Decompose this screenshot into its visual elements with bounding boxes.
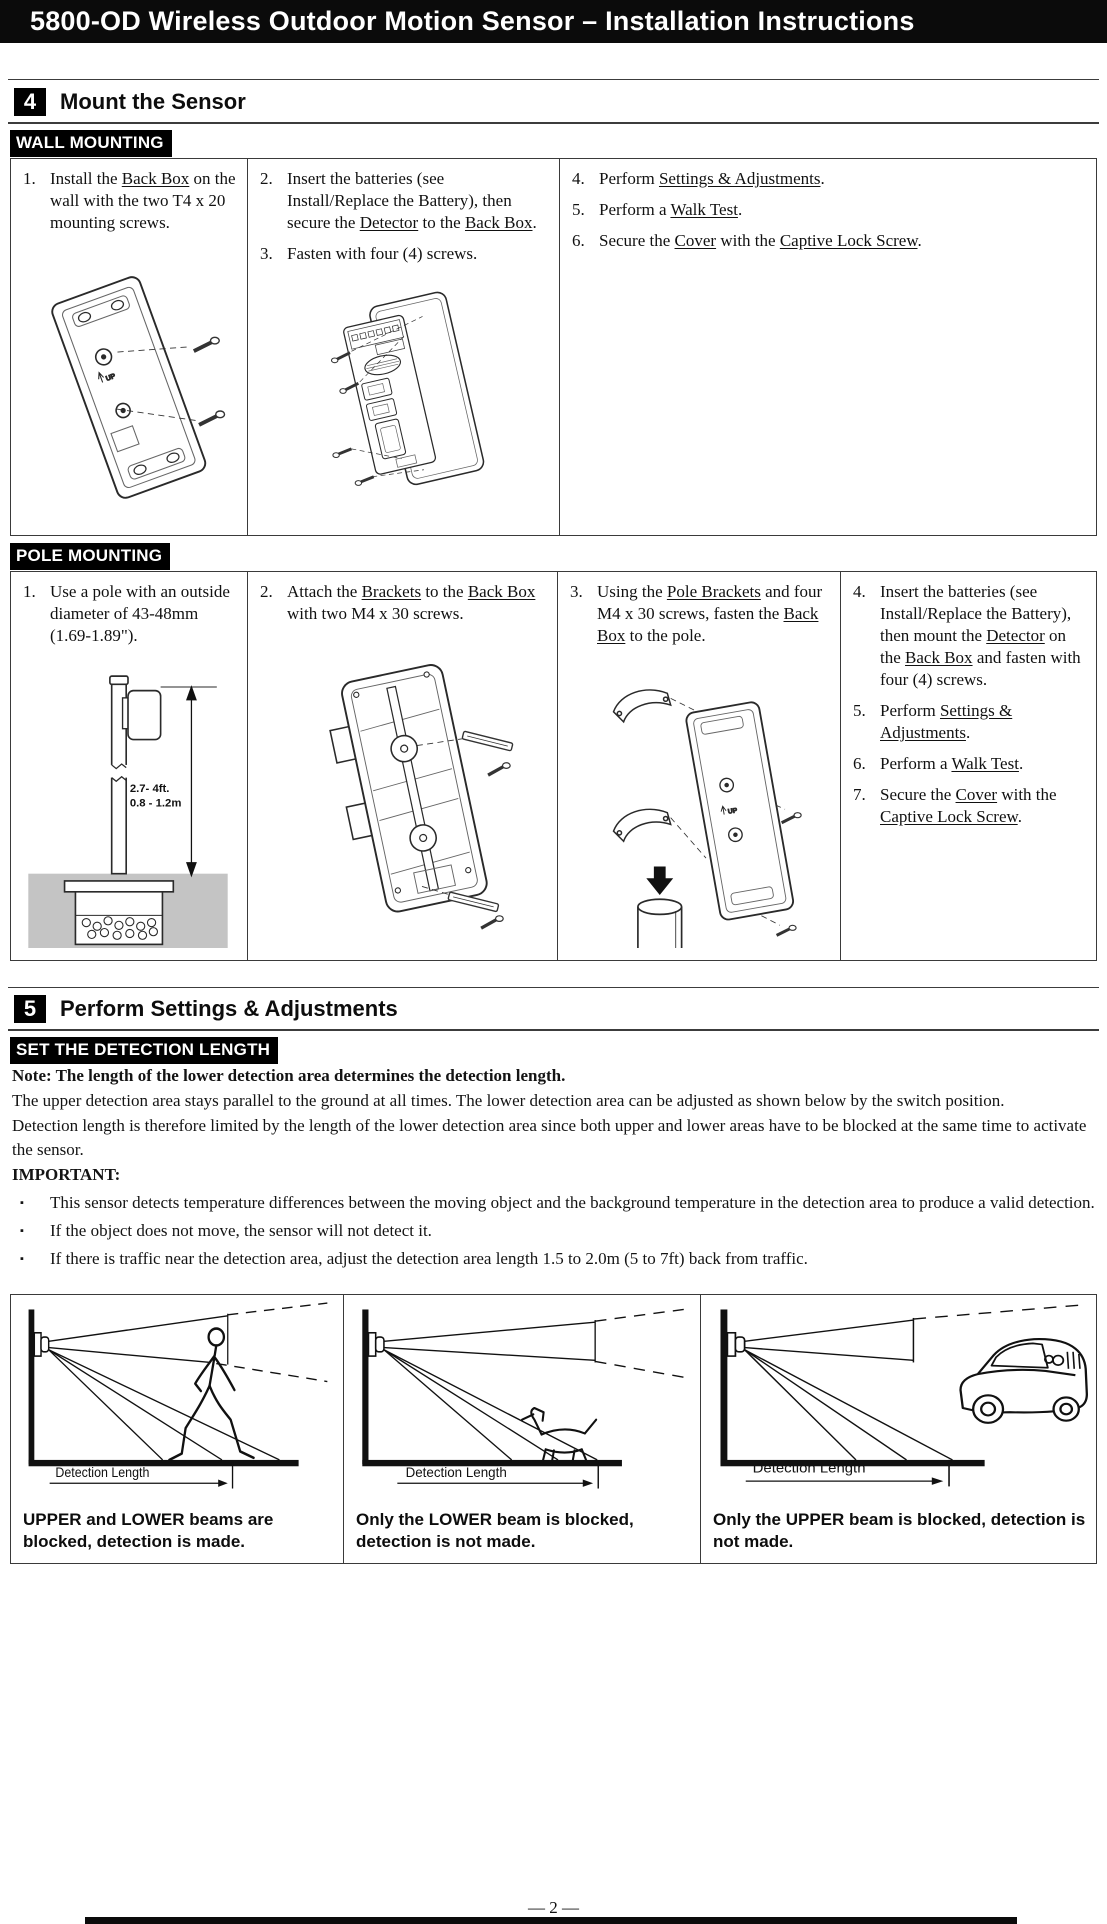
table-cell	[248, 572, 558, 960]
back-box-figure	[25, 245, 231, 522]
sensor-icon	[368, 1333, 383, 1356]
step-number: 4.	[853, 582, 866, 601]
figure-caption: Only the LOWER beam is blocked, detection is not made.	[356, 1510, 634, 1551]
underlined-term: Back Box	[597, 604, 819, 645]
person-scenario-scene	[19, 1301, 335, 1497]
underlined-term: Cover	[674, 231, 717, 250]
pole-mounting-table	[10, 571, 1097, 961]
up-label: UP	[727, 807, 738, 816]
divider	[8, 79, 1099, 80]
underlined-term: Back Box	[467, 582, 536, 601]
section-title: Mount the Sensor	[60, 89, 246, 114]
section-4-header	[14, 86, 246, 118]
step-text: Perform a Walk Test.	[599, 200, 743, 219]
instruction-step	[572, 168, 1086, 190]
car-figure	[961, 1339, 1087, 1423]
step-number: 2.	[260, 169, 273, 188]
paragraph: The upper detection area stays parallel to the ground at all times. The lower detection area can be adjusted as shown below by the switch position.	[12, 1091, 1005, 1110]
height-arrow	[187, 687, 196, 876]
step-number: 6.	[853, 754, 866, 773]
underlined-term: Walk Test	[670, 200, 738, 219]
step-number: 6.	[572, 231, 585, 250]
instruction-step	[853, 700, 1086, 744]
screw	[488, 766, 504, 775]
wall-mounting-table	[10, 158, 1097, 536]
step-number: 2.	[260, 582, 273, 601]
wall	[362, 1309, 368, 1464]
step-text: Secure the Cover with the Captive Lock Screw.	[880, 785, 1057, 826]
next-page-header-edge	[85, 1917, 1017, 1924]
important-bullets	[12, 1191, 1097, 1271]
step-text: Perform Settings & Adjustments.	[599, 169, 825, 188]
bullet-text: If the object does not move, the sensor will not detect it.	[50, 1221, 432, 1240]
instruction-step	[853, 784, 1086, 828]
detection-scenario-figure	[344, 1295, 701, 1563]
step-number: 4.	[572, 169, 585, 188]
step-number: 3.	[260, 244, 273, 263]
section-5-header	[14, 993, 398, 1025]
underlined-term: Cover	[955, 785, 998, 804]
detection-length-label: Detection Length	[405, 1464, 507, 1480]
step-number: 1.	[23, 582, 36, 601]
step-text: Perform a Walk Test.	[880, 754, 1024, 773]
instruction-step	[570, 581, 830, 647]
detection-length-text	[12, 1064, 1097, 1275]
table-cell	[248, 159, 560, 535]
detection-beams	[49, 1303, 328, 1460]
car-scenario-scene	[709, 1301, 1088, 1497]
figure-caption: Only the UPPER beam is blocked, detection is not made.	[713, 1510, 1086, 1551]
step-text: Install the Back Box on the wall with the two T4 x 20 mounting screws.	[50, 169, 236, 232]
step-text: Use a pole with an outside diameter of 43-48mm (1.69-1.89").	[50, 582, 230, 645]
pole-height-ft-label: 2.7- 4ft.	[129, 783, 170, 796]
table-cell	[558, 572, 841, 960]
figure-caption: UPPER and LOWER beams are blocked, detection is made.	[23, 1510, 274, 1551]
detection-length-label: Detection Length	[55, 1464, 150, 1481]
underlined-term: Back Box	[464, 213, 533, 232]
divider	[8, 987, 1099, 988]
page-title: 5800-OD Wireless Outdoor Motion Sensor – Installation Instructions	[30, 6, 915, 36]
sensor-icon	[34, 1333, 48, 1356]
pole-mounting-label: POLE MOUNTING	[10, 543, 170, 570]
underlined-term: Back Box	[121, 169, 190, 188]
sensor-icon	[727, 1333, 744, 1356]
step-number: 1.	[23, 169, 36, 188]
bullet-text: This sensor detects temperature differences between the moving object and the background temperature in the detection area to produce a valid detection.	[50, 1193, 1095, 1212]
page-number: — 2 —	[528, 1898, 579, 1917]
back-box	[685, 701, 794, 921]
table-cell	[841, 572, 1096, 960]
underlined-term: Brackets	[361, 582, 422, 601]
instruction-step	[260, 243, 549, 265]
step-text: Insert the batteries (see Install/Replace the Battery), then secure the Detector to the Back Box.	[287, 169, 537, 232]
note-line: Note: The length of the lower detection area determines the detection length.	[12, 1066, 566, 1085]
table-cell	[11, 572, 248, 960]
step-text: Fasten with four (4) screws.	[287, 244, 478, 263]
pole-height-m-label: 0.8 - 1.2m	[129, 797, 182, 810]
underlined-term: Captive Lock Screw	[779, 231, 918, 250]
pole-bracket-figure	[579, 658, 817, 953]
screw	[481, 919, 497, 928]
step-text: Secure the Cover with the Captive Lock Screw.	[599, 231, 922, 250]
down-arrow-icon	[646, 866, 673, 895]
step-text: Attach the Brackets to the Back Box with two M4 x 30 screws.	[287, 582, 536, 623]
table-cell	[560, 159, 1096, 535]
important-bullet	[20, 1191, 1097, 1215]
instruction-step	[853, 753, 1086, 775]
underlined-term: Walk Test	[951, 754, 1019, 773]
instruction-step	[572, 199, 1086, 221]
dog-scenario-scene	[352, 1301, 692, 1497]
bullet-text: If there is traffic near the detection area, adjust the detection area length 1.5 to 2.0m (5 to 7ft) back from traffic.	[50, 1249, 808, 1268]
underlined-term: Detector	[986, 626, 1045, 645]
important-label: IMPORTANT:	[12, 1165, 121, 1184]
wall	[720, 1309, 727, 1464]
pole-bracket	[614, 809, 671, 841]
pole-height-figure	[28, 658, 228, 953]
instruction-step	[260, 168, 549, 234]
wall	[29, 1309, 35, 1464]
important-bullet	[20, 1247, 1097, 1271]
wall-mounting-label: WALL MOUNTING	[10, 130, 172, 157]
step-number: 7.	[853, 785, 866, 804]
step-text: Using the Pole Brackets and four M4 x 30 screws, fasten the Back Box to the pole.	[597, 582, 823, 645]
page-header-bar	[0, 0, 1107, 43]
detection-beams	[384, 1309, 684, 1459]
instruction-step	[23, 168, 237, 234]
step-number: 5.	[853, 701, 866, 720]
step-number: 5.	[572, 200, 585, 219]
instruction-step	[260, 581, 547, 625]
step-number: 3.	[570, 582, 583, 601]
paragraph: Detection length is therefore limited by the length of the lower detection area since both upper and lower areas have to be blocked at the same time to activate the sensor.	[12, 1116, 1087, 1159]
underlined-term: Detector	[359, 213, 419, 232]
instruction-step	[572, 230, 1086, 252]
bullet-icon: ▪	[20, 1253, 24, 1265]
person-figure	[169, 1329, 253, 1460]
instruction-step	[23, 581, 237, 647]
section-title: Perform Settings & Adjustments	[60, 996, 398, 1021]
important-bullet	[20, 1219, 1097, 1243]
bullet-icon: ▪	[20, 1225, 24, 1237]
detection-scenario-figure	[701, 1295, 1096, 1563]
up-label: UP	[105, 372, 117, 383]
section-number-badge: 5	[14, 995, 46, 1023]
divider	[8, 122, 1099, 124]
underlined-term: Captive Lock Screw	[880, 807, 1018, 826]
divider	[8, 1029, 1099, 1031]
step-text: Perform Settings & Adjustments.	[880, 701, 1013, 742]
pole-bracket	[614, 690, 671, 722]
detection-scenario-figure	[11, 1295, 344, 1563]
table-cell	[11, 159, 248, 535]
underlined-term: Back Box	[905, 648, 973, 667]
bracket-attachment-figure	[280, 636, 524, 941]
instruction-step	[853, 581, 1086, 691]
sensor-unit	[128, 691, 161, 740]
underlined-term: Settings & Adjustments	[880, 701, 1013, 742]
underlined-term: Settings & Adjustments	[658, 169, 821, 188]
step-text: Insert the batteries (see Install/Replace the Battery), then mount the Detector on the Back Box and fasten with four (4) screws.	[880, 582, 1081, 689]
detector-assembly-figure	[319, 276, 487, 511]
detection-scenarios-table	[10, 1294, 1097, 1564]
set-detection-length-label: SET THE DETECTION LENGTH	[10, 1037, 278, 1064]
underlined-term: Pole Brackets	[666, 582, 761, 601]
detection-length-label: Detection Length	[752, 1461, 866, 1477]
bullet-icon: ▪	[20, 1197, 24, 1209]
section-number-badge: 4	[14, 88, 46, 116]
pole	[638, 899, 682, 948]
